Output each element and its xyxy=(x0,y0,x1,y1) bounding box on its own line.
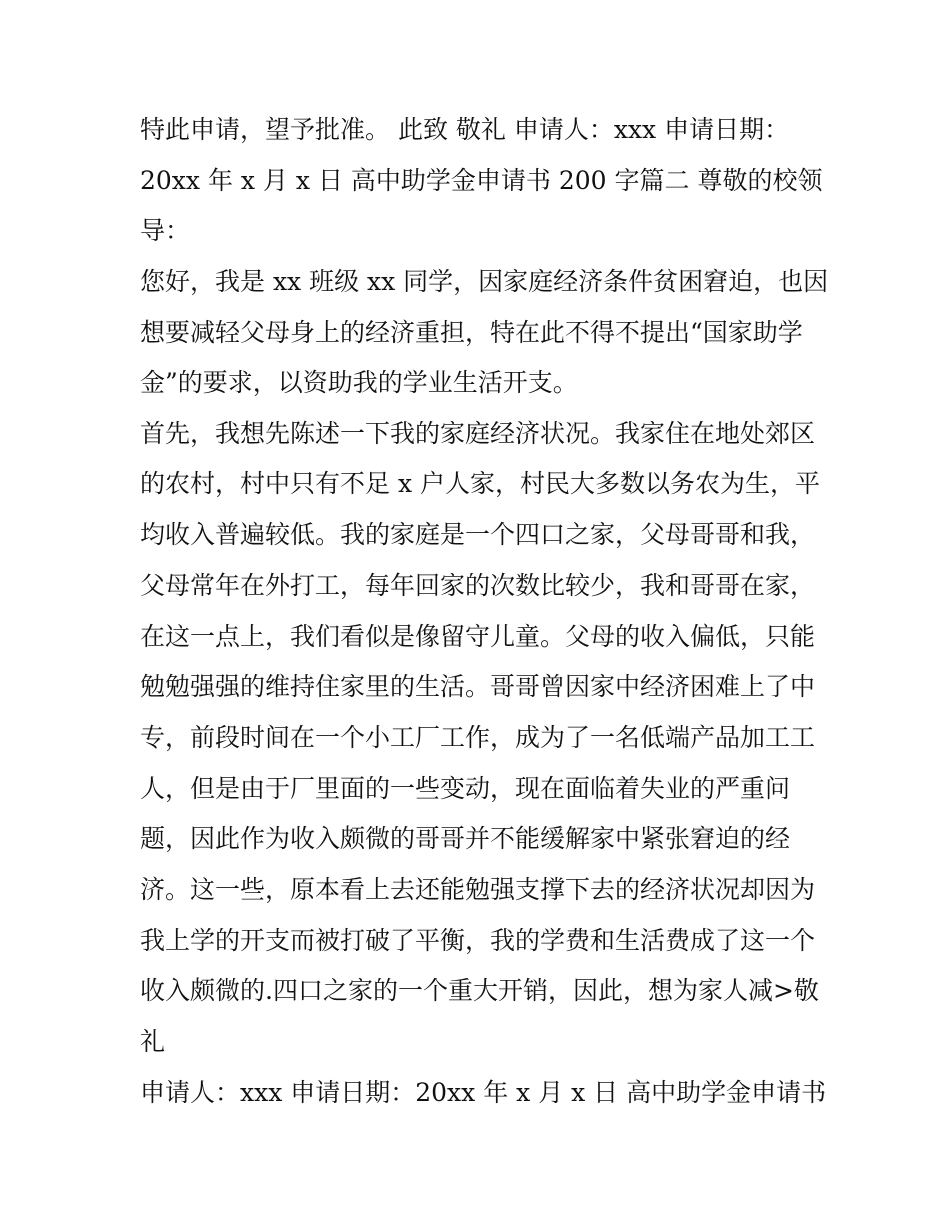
text-line: 您好，我是 xx 班级 xx 同学，因家庭经济条件贫困窘迫，也因 xyxy=(140,267,829,296)
text-line: 人，但是由于厂里面的一些变动，现在面临着失业的严重问 xyxy=(140,774,791,803)
text-line: 金”的要求，以资助我的学业生活开支。 xyxy=(140,368,578,397)
text-line: 济。这一些，原本看上去还能勉强支撑下去的经济状况却因为 xyxy=(140,875,816,904)
text-line: 专，前段时间在一个小工厂工作，成为了一名低端产品加工工 xyxy=(140,723,816,752)
text-line: 首先，我想先陈述一下我的家庭经济状况。我家住在地处郊区 xyxy=(140,419,816,448)
text-line: 想要减轻父母身上的经济重担，特在此不得不提出“国家助学 xyxy=(140,318,803,347)
text-line: 父母常年在外打工，每年回家的次数比较少，我和哥哥在家， xyxy=(140,571,816,600)
text-line: 礼 xyxy=(140,1027,166,1056)
text-line: 均收入普遍较低。我的家庭是一个四口之家，父母哥哥和我， xyxy=(140,520,816,549)
text-line: 申请人：xxx 申请日期：20xx 年 x 月 x 日 高中助学金申请书 xyxy=(140,1078,827,1107)
text-line: 收入颇微的.四口之家的一个重大开销，因此，想为家人减>敬 xyxy=(140,976,819,1005)
text-line: 20xx 年 x 月 x 日 高中助学金申请书 200 字篇二 尊敬的校领 xyxy=(140,166,823,195)
text-line: 在这一点上，我们看似是像留守儿童。父母的收入偏低，只能 xyxy=(140,622,816,651)
text-line: 的农村，村中只有不足 x 户人家，村民大多数以务农为生，平 xyxy=(140,469,820,498)
text-line: 我上学的开支而被打破了平衡，我的学费和生活费成了这一个 xyxy=(140,926,816,955)
text-line: 特此申请，望予批准。 此致 敬礼 申请人：xxx 申请日期： xyxy=(140,115,790,144)
text-line: 勉勉强强的维持住家里的生活。哥哥曾因家中经济困难上了中 xyxy=(140,672,816,701)
text-line: 导： xyxy=(140,216,191,245)
text-line: 题，因此作为收入颇微的哥哥并不能缓解家中紧张窘迫的经 xyxy=(140,824,791,853)
